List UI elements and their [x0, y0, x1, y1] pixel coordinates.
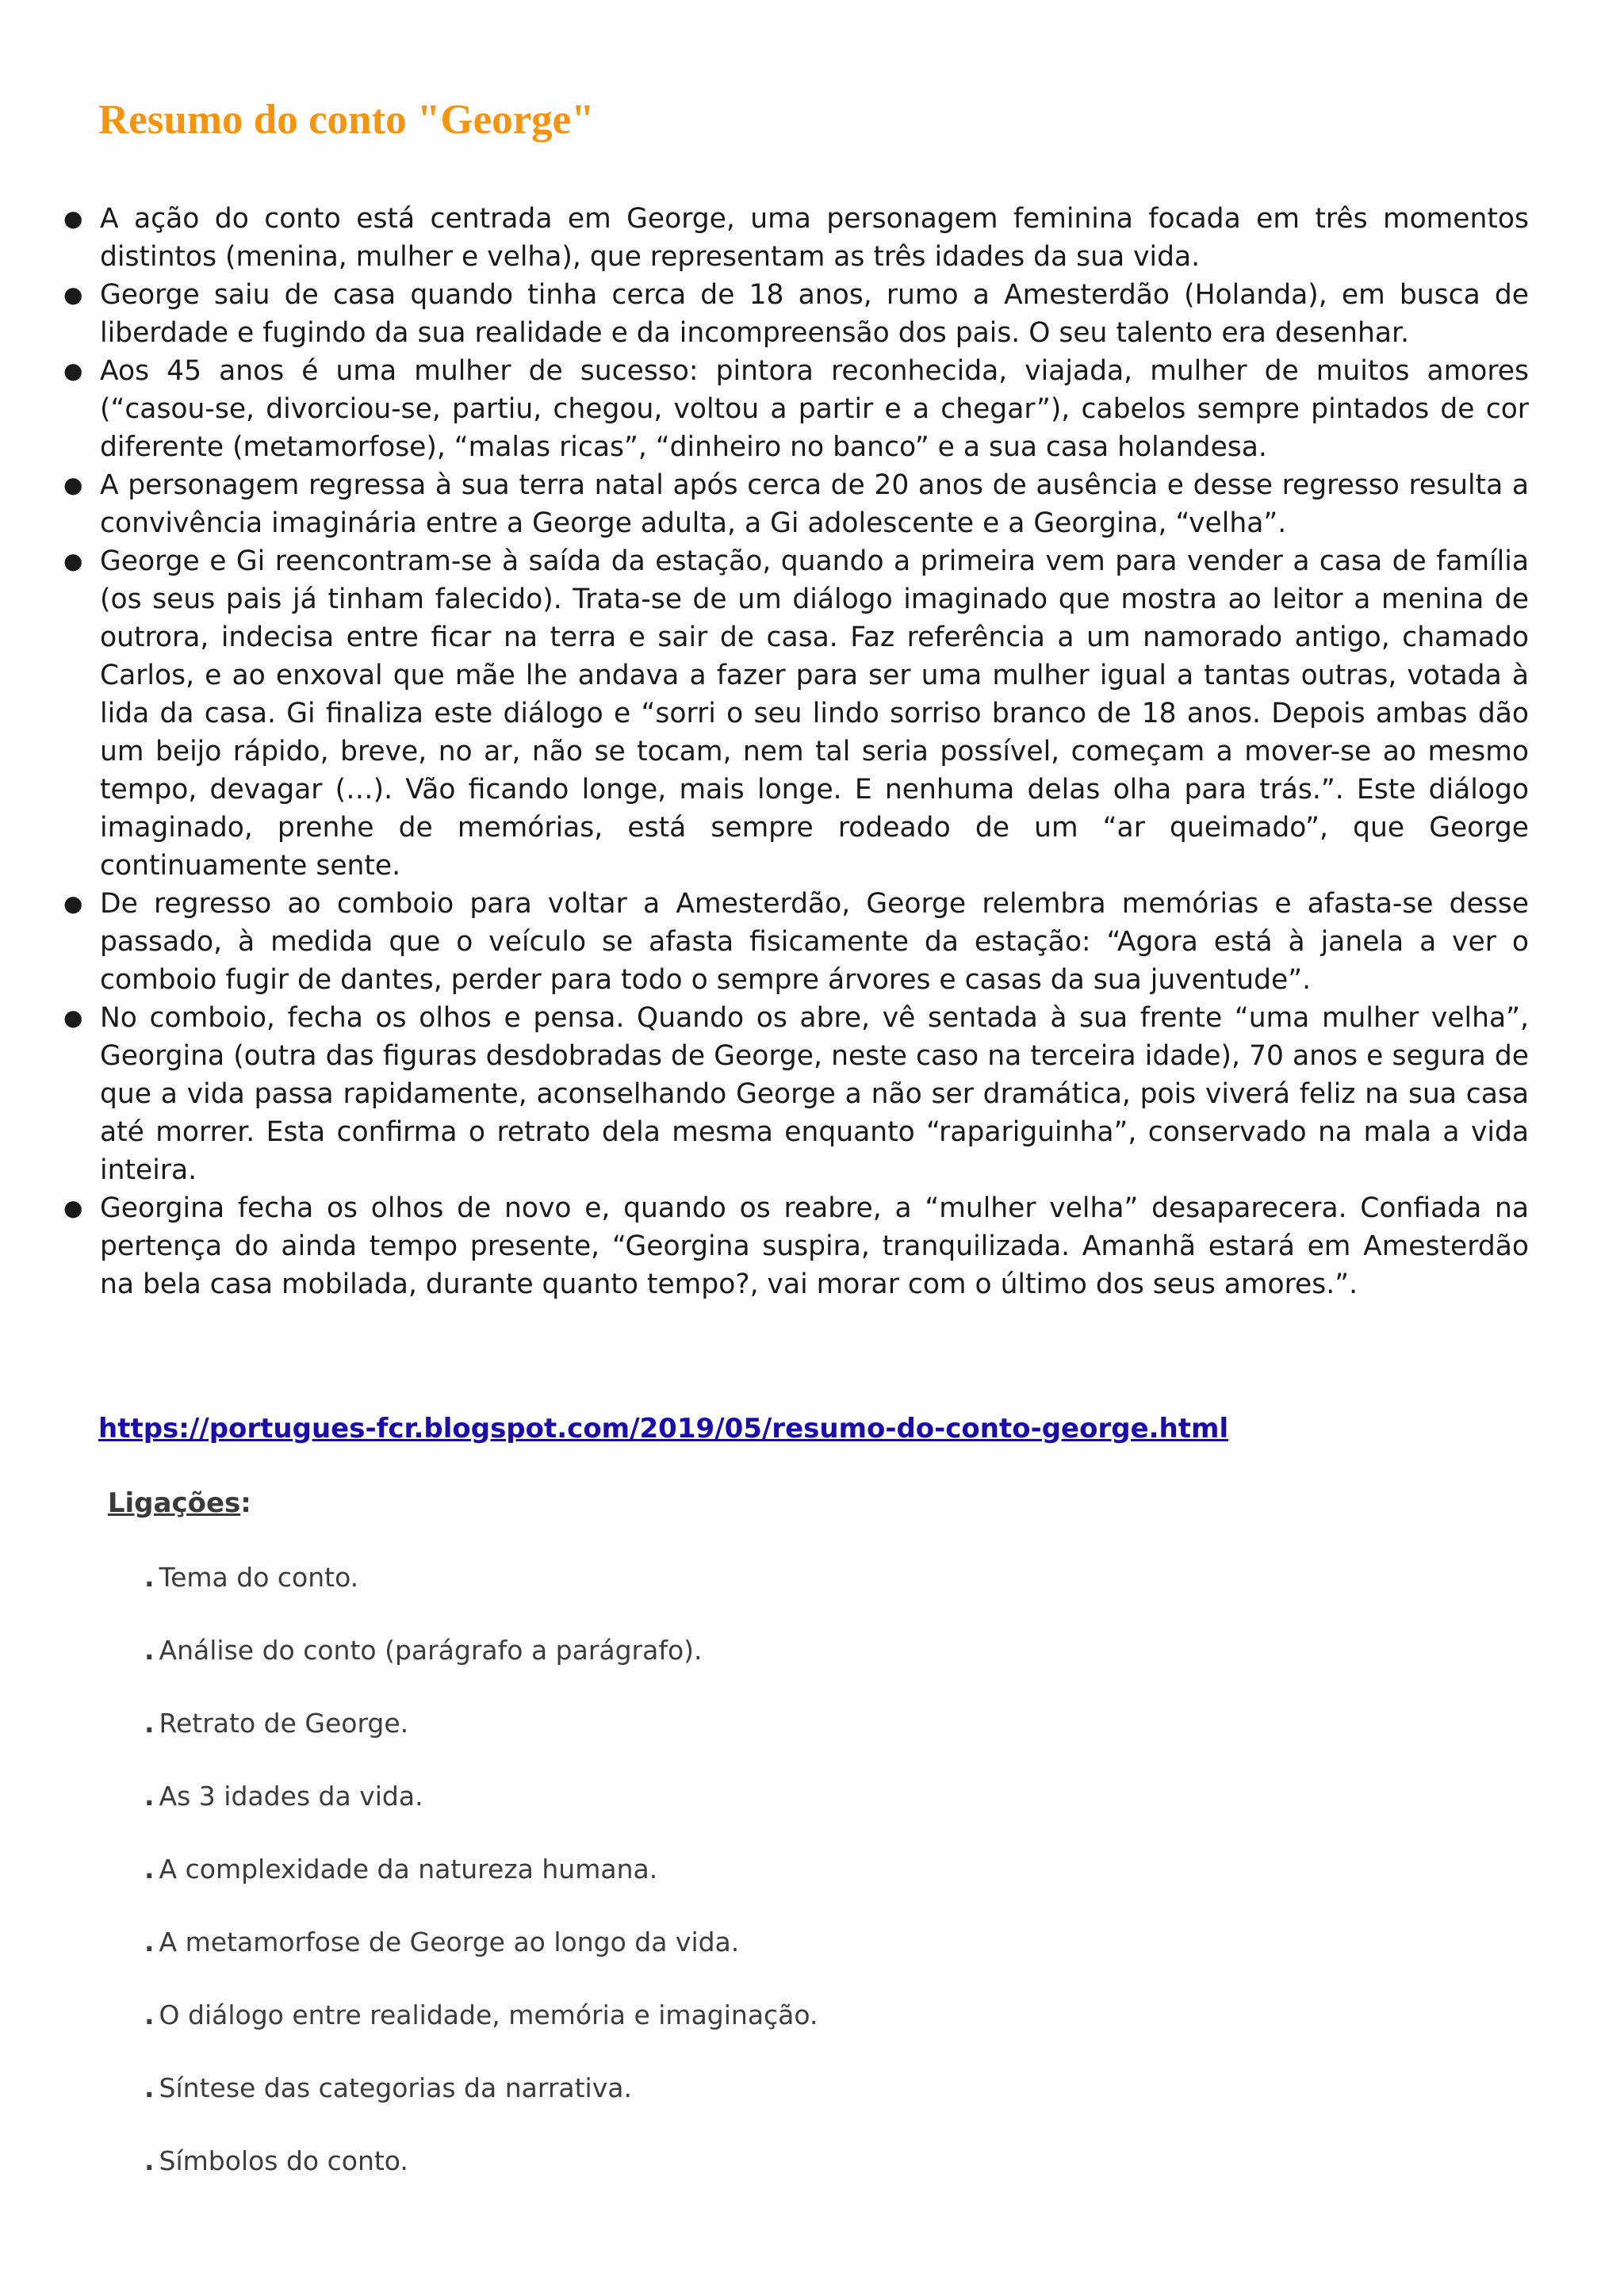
related-links-list [144, 1554, 818, 2210]
summary-bullet [63, 999, 1529, 1189]
bullet-text: A ação do conto está centrada em George, uma personagem feminina focada em três momentos distintos (menina, mulher e velha), que representam as três idades da sua vida. [100, 203, 1529, 273]
related-link-label: Símbolos do conto. [159, 2145, 408, 2176]
related-link-item[interactable] [144, 1919, 818, 1992]
related-link-label: Tema do conto. [159, 1562, 359, 1593]
related-link-item[interactable] [144, 2064, 818, 2137]
list-dot-icon: . [144, 1854, 155, 1885]
bullet-text: No comboio, fecha os olhos e pensa. Quando os abre, vê sentada à sua frente “uma mulher velha”, Georgina (outra das figuras desdobradas de George, neste caso na terceira idade), 70 anos e segura de que a vida passa rapidamente, aconselhando George a não ser dramática, pois viverá feliz na sua casa até morrer. Esta confirma o retrato dela mesma enquanto “rapariguinha”, conservado na mala a vida inteira. [100, 1002, 1529, 1186]
summary-bullet [63, 352, 1529, 466]
list-dot-icon: . [144, 1781, 155, 1812]
summary-bullet [63, 885, 1529, 999]
bullet-text: De regresso ao comboio para voltar a Amesterdão, George relembra memórias e afasta-se desse passado, à medida que o veículo se afasta fisicamente da estação: “Agora está à janela a ver o comboio fugir de dantes, perder para todo o sempre árvores e casas da sua juventude”. [100, 888, 1529, 996]
summary-bullet [63, 200, 1529, 276]
list-dot-icon: . [144, 2072, 155, 2103]
related-link-item[interactable] [144, 1627, 818, 1700]
source-link[interactable]: https://portugues-fcr.blogspot.com/2019/05/resumo-do-conto-george.html [98, 1413, 1229, 1445]
list-dot-icon: . [144, 1999, 155, 2030]
bullet-icon: ● [63, 281, 83, 308]
summary-bullet [63, 1189, 1529, 1303]
summary-bullet [63, 276, 1529, 352]
bullet-icon: ● [63, 205, 83, 232]
related-link-item[interactable] [144, 1773, 818, 1846]
bullet-icon: ● [63, 890, 83, 916]
summary-bullet [63, 542, 1529, 885]
links-heading [98, 1487, 251, 1519]
related-link-label: As 3 idades da vida. [159, 1781, 423, 1812]
related-link-label: Síntese das categorias da narrativa. [159, 2072, 632, 2103]
bullet-text: A personagem regressa à sua terra natal após cerca de 20 anos de ausência e desse regresso resulta a convivência imaginária entre a George adulta, a Gi adolescente e a Georgina, “velha”. [100, 469, 1529, 539]
list-dot-icon: . [144, 2145, 155, 2176]
bullet-icon: ● [63, 1195, 83, 1221]
bullet-icon: ● [63, 1004, 83, 1031]
related-link-item[interactable] [144, 1992, 818, 2064]
related-link-label: A complexidade da natureza humana. [159, 1854, 658, 1885]
related-link-label: O diálogo entre realidade, memória e imaginação. [159, 1999, 818, 2030]
links-heading-colon: : [240, 1487, 251, 1519]
summary-bullet-list [63, 200, 1529, 1303]
bullet-icon: ● [63, 358, 83, 384]
list-dot-icon: . [144, 1562, 155, 1593]
links-heading-label: Ligações [107, 1487, 241, 1519]
bullet-text: Georgina fecha os olhos de novo e, quando os reabre, a “mulher velha” desaparecera. Confiada na pertença do ainda tempo presente, “Georgina suspira, tranquilizada. Amanhã estará em Amesterdão na bela casa mobilada, durante quanto tempo?, vai morar com o último dos seus amores.”. [100, 1192, 1529, 1300]
related-link-item[interactable] [144, 1554, 818, 1627]
list-dot-icon: . [144, 1708, 155, 1739]
bullet-icon: ● [63, 548, 83, 574]
related-link-item[interactable] [144, 1700, 818, 1773]
related-link-label: Análise do conto (parágrafo a parágrafo). [159, 1635, 703, 1666]
related-link-label: Retrato de George. [159, 1708, 409, 1739]
related-link-item[interactable] [144, 2137, 818, 2210]
bullet-text: George saiu de casa quando tinha cerca de 18 anos, rumo a Amesterdão (Holanda), em busca de liberdade e fugindo da sua realidade e da incompreensão dos pais. O seu talento era desenhar. [100, 279, 1529, 349]
bullet-text: George e Gi reencontram-se à saída da estação, quando a primeira vem para vender a casa de família (os seus pais já tinham falecido). Trata-se de um diálogo imaginado que mostra ao leitor a menina de outrora, indecisa entre ficar na terra e sair de casa. Faz referência a um namorado antigo, chamado Carlos, e ao enxoval que mãe lhe andava a fazer para ser uma mulher igual a tantas outras, votada à lida da casa. Gi finaliza este diálogo e “sorri o seu lindo sorriso branco de 18 anos. Depois ambas dão um beijo rápido, breve, no ar, não se tocam, nem tal seria possível, começam a mover-se ao mesmo tempo, devagar (…). Vão ficando longe, mais longe. E nenhuma delas olha para trás.”. Este diálogo imaginado, prenhe de memórias, está sempre rodeado de um “ar queimado”, que George continuamente sente. [100, 545, 1529, 882]
page-title: Resumo do conto "George" [98, 97, 595, 143]
list-dot-icon: . [144, 1927, 155, 1957]
bullet-text: Aos 45 anos é uma mulher de sucesso: pintora reconhecida, viajada, mulher de muitos amores (“casou-se, divorciou-se, partiu, chegou, voltou a partir e a chegar”), cabelos sempre pintados de cor diferente (metamorfose), “malas ricas”, “dinheiro no banco” e a sua casa holandesa. [100, 355, 1529, 463]
list-dot-icon: . [144, 1635, 155, 1666]
summary-bullet [63, 466, 1529, 542]
bullet-icon: ● [63, 472, 83, 498]
related-link-label: A metamorfose de George ao longo da vida. [159, 1927, 740, 1957]
related-link-item[interactable] [144, 1846, 818, 1919]
